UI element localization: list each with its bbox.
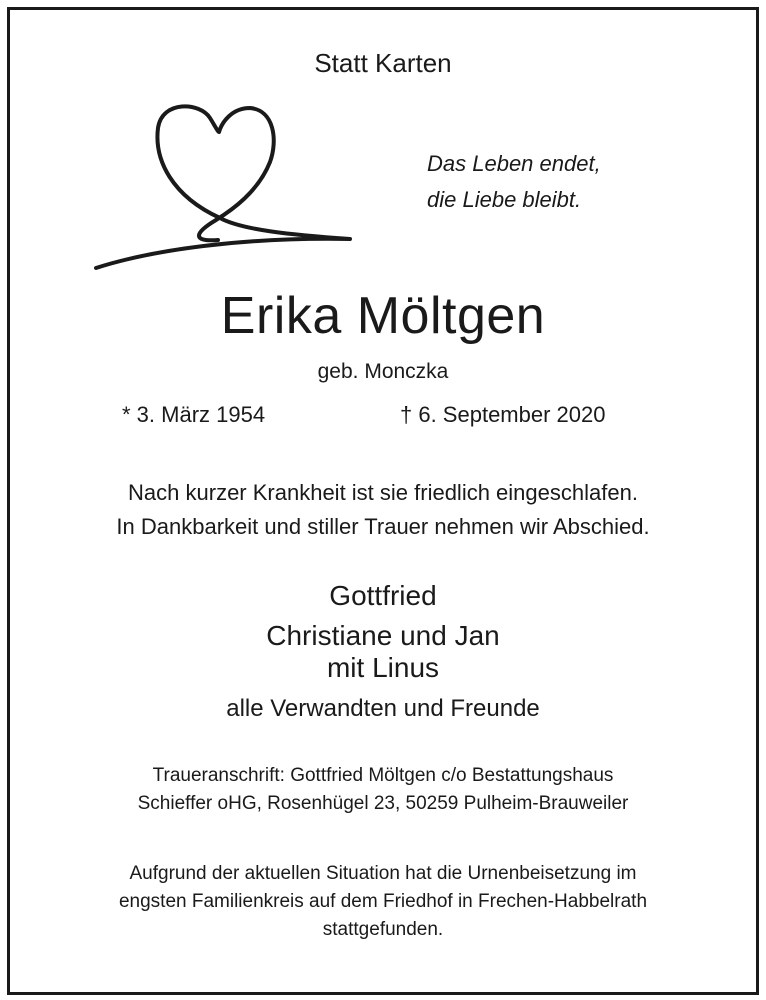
burial-note (0, 860, 766, 944)
statt-karten-heading: Statt Karten (314, 48, 452, 78)
mourner-children-line: Christiane und Jan (266, 620, 500, 651)
deceased-name: Erika Möltgen (220, 287, 546, 345)
note-line-1: Aufgrund der aktuellen Situation hat die Urnenbeisetzung im (129, 863, 637, 884)
mourner-spouse: Gottfried (329, 580, 437, 611)
mourner-children (0, 620, 766, 684)
note-line-3: stattgefunden. (322, 919, 444, 940)
note-line-2: engsten Familienkreis auf dem Friedhof in Frechen-Habbelrath (118, 891, 648, 912)
heart-icon (92, 100, 354, 278)
motto-line-1: Das Leben endet, (427, 151, 601, 176)
message-line-2: In Dankbarkeit und stiller Trauer nehmen wir Abschied. (116, 514, 650, 539)
mourner-relatives: alle Verwandten und Freunde (226, 695, 540, 722)
message-line-1: Nach kurzer Krankheit ist sie friedlich eingeschlafen. (128, 480, 638, 505)
motto-quote (427, 146, 601, 218)
address-line-2: Schieffer oHG, Rosenhügel 23, 50259 Pulheim-Brauweiler (137, 793, 629, 814)
birth-name: geb. Monczka (317, 360, 449, 383)
motto-line-2: die Liebe bleibt. (427, 187, 582, 212)
farewell-message (0, 476, 766, 544)
mourner-grandchild-line: mit Linus (326, 652, 440, 683)
death-date: † 6. September 2020 (400, 402, 606, 427)
mourning-address (0, 762, 766, 818)
address-line-1: Traueranschrift: Gottfried Möltgen c/o Bestattungshaus (152, 765, 614, 786)
birth-date: * 3. März 1954 (122, 402, 266, 427)
